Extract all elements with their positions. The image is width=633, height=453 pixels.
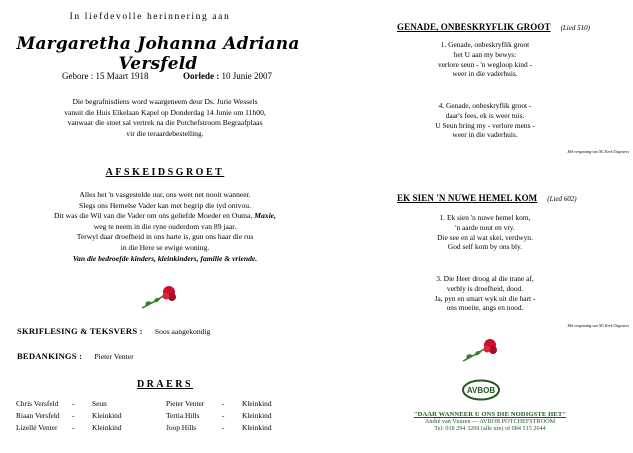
- thanks-row: [17, 351, 134, 361]
- funeral-details: [20, 97, 310, 139]
- reading-row: [17, 326, 210, 336]
- poem-line: in die Here se ewige woning.: [120, 242, 210, 252]
- death-date: [183, 71, 272, 81]
- hymn2-verse3: 3. Die Heer droog al die trane af, verbly is droefheid, dood. Ja, pyn en smart wyk uit die hart - ons moeite, angs en nood.: [434, 274, 536, 313]
- funeral-line: vanuit die Huis Eikelaan Kapel op Donderdag 14 Junie om 11h00,: [64, 107, 266, 117]
- reading-label: SKRIFLESING & TEKSVERS :: [17, 326, 143, 336]
- birth-date: [62, 71, 149, 81]
- footer-title: "DAAR WANNEER U ONS DIE NODIGSTE HET": [413, 411, 567, 418]
- footer: [385, 411, 595, 432]
- poem-signoff: Van die bedroefde kinders, kleinkinders, familie & vriende.: [72, 253, 258, 263]
- nickname: Maxie,: [254, 211, 276, 221]
- hymn2-verse1: 1. Ek sien 'n nuwe hemel kom, 'n aarde nuut en vry. Die see en al wat skei, verdwyn. God self kom by ons bly.: [437, 213, 533, 252]
- born-label: Gebore :: [62, 71, 94, 81]
- deceased-name: Margaretha Johanna Adriana Versfeld: [16, 34, 300, 74]
- farewell-poem: [0, 190, 330, 264]
- poem-line: Alles het 'n vasgestelde uur, ons weet net nooit wanneer.: [79, 190, 251, 199]
- table-row: Lizellé Venter - Kleinkind Joop Hills - Kleinkind: [16, 423, 272, 432]
- thanks-label: BEDANKINGS :: [17, 351, 83, 361]
- rose-icon: [457, 335, 501, 365]
- hymn1-verse1: 1. Genade, onbeskryflik groot het U aan my bewys: verlore seun - 'n weglooр kind - weer in die vaderhuis.: [437, 40, 533, 79]
- hymn2-ref: (Lied 602): [547, 195, 577, 203]
- hymn1-title: GENADE, ONBESKRYFLIK GROOT: [397, 22, 551, 32]
- hymn2-title: EK SIEN 'N NUWE HEMEL KOM: [397, 193, 538, 203]
- bearers-table: [16, 398, 276, 434]
- poem-line: Slegs ons Hemelse Vader kan met begrip die tyd ontvou.: [79, 200, 251, 210]
- died-value: 10 Junie 2007: [221, 71, 272, 81]
- funeral-line: vir die teraardebestelling.: [126, 128, 204, 138]
- rose-icon: [136, 282, 180, 312]
- table-row: Chris Versfeld - Seun Pieter Venter - Kleinkind: [16, 399, 272, 408]
- hymn2-heading: [397, 188, 627, 206]
- poem-line: Dit was die Wil van die Vader om ons geliefde Moeder en Ouma, Maxie,: [54, 211, 276, 221]
- hymn2-source: Met vergunning van NG Kerk Uitgewers: [567, 324, 629, 328]
- thanks-value: Pieter Venter: [94, 352, 134, 361]
- footer-phone: Tel: 018 294 3269 (alle ure) of 084 515 2644: [434, 425, 546, 432]
- farewell-heading: AFSKEIDSGROET: [105, 167, 225, 178]
- bearers-heading: DRAERS: [136, 379, 194, 390]
- bearers-list: [16, 398, 356, 434]
- died-label: Oorlede :: [183, 71, 220, 81]
- poem-line: weg te neem in die ryne ouderdom van 89 jaar.: [93, 221, 237, 231]
- hymn1-ref: (Lied 510): [560, 24, 590, 32]
- memorial-header: In liefdevolle herinnering aan: [69, 12, 231, 22]
- hymn1-source: Met vergunning van NG Kerk Uitgewers: [567, 150, 629, 154]
- footer-line: André van Vuuren — AVBOB POTCHEFSTROOM: [424, 418, 556, 425]
- avbob-logo-text: AVBOB: [466, 386, 496, 395]
- avbob-logo-icon: [461, 379, 501, 406]
- funeral-line: vanwaar die stoet sal vertrek na die Potchefstroom Begraafplaas: [67, 118, 263, 128]
- hymn1-verse4: 4. Genade, onbeskryflik groot - daar's fees, ek is weer tuis. U Seun bring my - verlore mens - weer in die vaderhuis.: [435, 101, 535, 140]
- poem-line: Terwyl daar droefheid in ons harte is, gun ons haar die rus: [76, 232, 254, 242]
- reading-value: Soos aangekondig: [154, 327, 211, 336]
- table-row: Riaan Versfeld - Kleinkind Tertia Hills - Kleinkind: [16, 411, 272, 420]
- right-panel: [385, 0, 633, 453]
- hymn1-heading: [397, 17, 627, 35]
- funeral-line: Die begrafnisdiens word waargeneem deur Ds. Jurie Wessels: [72, 97, 258, 106]
- born-value: 15 Maart 1918: [95, 71, 149, 81]
